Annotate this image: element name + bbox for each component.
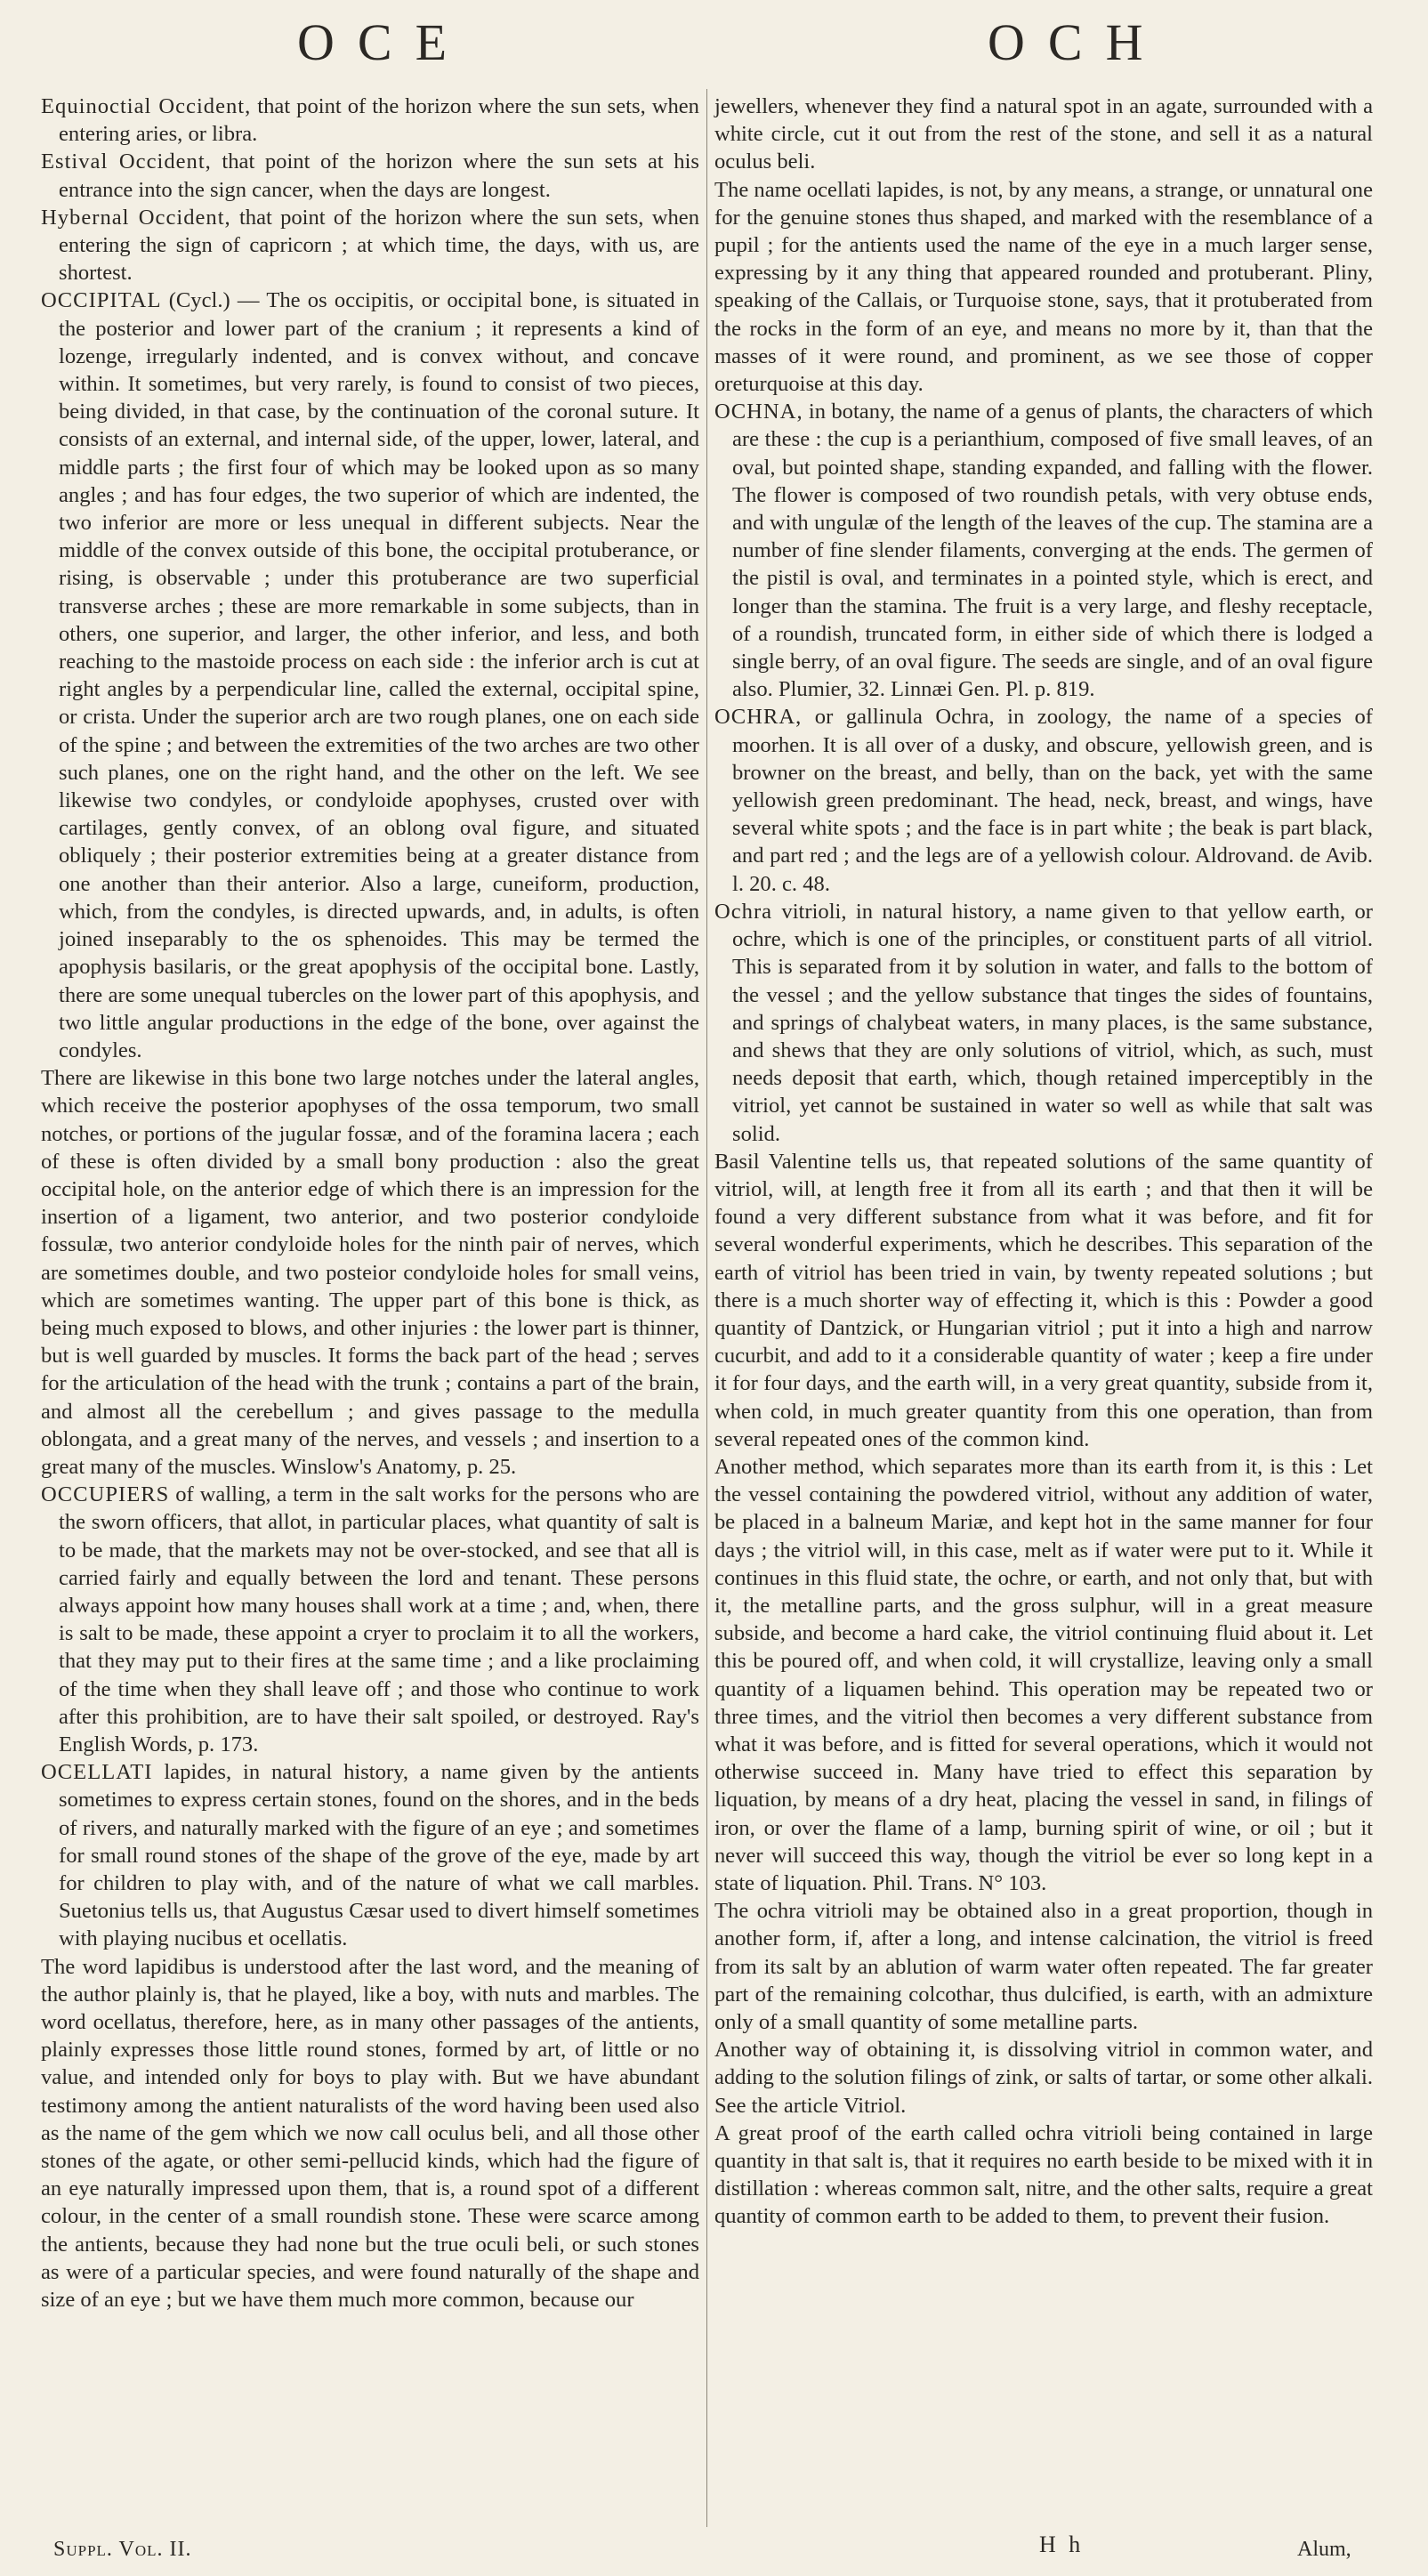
- entry-paragraph: The word lapidibus is understood after the last word, and the meaning of the author plainly is, that he played, like a boy, with nuts and marbles. The word ocellatus, therefore, here, as in many other passages of the antients, plainly expresses those little round stones, formed by art, of little or no value, and intended only for boys to play with. But we have abundant testimony among the antient naturalists of the word having been used also as the name of the gem which we now call oculus beli, and all those other stones of the agate, or other semi-pellucid kinds, which had the figure of an eye naturally impressed upon them, that is, a round spot of a different colour, in the center of a small roundish stone. These were scarce among the antients, because they had none but the true oculi beli, or such stones as were of a particular species, and were found naturally of the shape and size of an eye ; but we have them much more common, because our: [41, 1954, 699, 2313]
- catchword: Alum,: [1297, 2538, 1351, 2561]
- right-column: [714, 93, 1373, 2231]
- running-head-right: OCH: [988, 13, 1166, 71]
- dictionary-entry: [41, 1481, 699, 1758]
- entry-headword: OCCUPIERS: [41, 1482, 170, 1507]
- entry-paragraph: A great proof of the earth called ochra vitrioli being contained in large quantity in that salt is, that it requires no earth beside to be mixed with it in distillation : whereas common salt, nitre, and the other salts, require a great quantity of common earth to be added to them, to prevent their fusion.: [714, 2120, 1373, 2229]
- entry-headword: OCELLATI: [41, 1760, 153, 1785]
- entry-headword: Ochra: [714, 899, 773, 924]
- column-divider: [706, 89, 707, 2527]
- entry-text: in botany, the name of a genus of plants, the characters of which are these : the cup is a perianthium, composed of five small leaves, of an oval, but pointed shape, standing expanded, and falling with the flower. The flower is composed of two roundish petals, with very obtuse ends, and with ungulæ of the length of the leaves of the cup. The stamina are a number of fine slender filaments, converging at the ends. The germen of the pistil is oval, and terminates in a pointed style, which is erect, and longer than the stamina. The fruit is a very large, and fleshy receptacle, of a roundish, truncated form, in either side of which there is lodged a single berry, of an oval figure. The seeds are single, and of an oval figure also. Plumier, 32. Linnæi Gen. Pl. p. 819.: [732, 400, 1373, 702]
- entry-headword: Estival Occident,: [41, 149, 212, 174]
- entry-paragraph: Basil Valentine tells us, that repeated solutions of the same quantity of vitriol, will, at length free it from all its earth ; and that then it will be found a very different substance from what it was before, and fit for several wonderful experiments, which he describes. This separation of the earth of vitriol has been tried in vain, by twenty repeated solutions ; but there is a much shorter way of effecting it, which is this : Powder a good quantity of Dantzick, or Hungarian vitriol ; put it into a high and narrow cucurbit, and add to it a considerable quantity of water ; keep a fire under it for four days, and the earth will, in a very great quantity, subside from it, when cold, in much greater quantity from this one operation, than from several repeated ones of the common kind.: [714, 1149, 1373, 1451]
- entry-headword: Equinoctial Occident,: [41, 94, 252, 118]
- entry-headword: OCHNA,: [714, 400, 803, 424]
- dictionary-entry: [41, 287, 699, 1064]
- entry-headword: Hybernal Occident,: [41, 205, 231, 230]
- dictionary-entry: [41, 148, 699, 203]
- dictionary-entry: [714, 898, 1373, 1148]
- entry-headword: OCHRA,: [714, 705, 803, 730]
- dictionary-entry: [41, 204, 699, 287]
- entry-text: vitrioli, in natural history, a name given to that yellow earth, or ochre, which is one of the principles, or constituent parts of all vitriol. This is separated from it by solution in water, and falls to the bottom of the vessel ; and the yellow substance that tinges the sides of fountains, and springs of chalybeat waters, in many places, is the same substance, and shews that they are only solutions of vitriol, which, as such, must needs deposit that earth, which, though retained imperceptibly in the vitriol, yet cannot be sustained in water so well as while that salt was solid.: [732, 899, 1373, 1146]
- entry-text: of walling, a term in the salt works for the persons who are the sworn officers, that allot, in particular places, what quantity of salt is to be made, that the markets may not be over-stocked, and see that all is carried fairly and equally between the lord and tenant. These persons always appoint how many houses shall work at a time ; and, when, there is salt to be made, these appoint a cryer to proclaim it to all the workers, that they may put to their fires at the same time ; and a like proclaiming of the time when they shall leave off ; and those who continue to work after this prohibition, are to have their salt spoiled, or destroyed. Ray's English Words, p. 173.: [59, 1482, 699, 1756]
- dictionary-entry: [41, 1758, 699, 1952]
- dictionary-entry: [714, 398, 1373, 703]
- entry-text: that point of the horizon where the sun sets at his entrance into the sign cancer, when the days are longest.: [59, 149, 699, 202]
- running-head-left: OCE: [297, 13, 470, 71]
- entry-paragraph: jewellers, whenever they find a natural spot in an agate, surrounded with a white circle, cut it out from the rest of the stone, and sell it as a natural oculus beli.: [714, 94, 1373, 174]
- entry-paragraph: There are likewise in this bone two large notches under the lateral angles, which receive the posterior apophyses of the ossa temporum, two small notches, or portions of the jugular fossæ, and of the foramina lacera ; each of these is often divided by a small bony production : also the great occipital hole, on the anterior edge of which there is an impression for the insertion of a ligament, two anterior, and two posterior condyloide fossulæ, two anterior condyloide holes for the ninth pair of nerves, which are sometimes double, and two posteior condyloide holes for small veins, which are sometimes wanting. The upper part of this bone is thick, as being much exposed to blows, and other injuries : the lower part is thinner, but is well guarded by muscles. It forms the back part of the head ; serves for the articulation of the head with the trunk ; contains a part of the brain, and almost all the cerebellum ; and gives passage to the medulla oblongata, and a great many of the nerves, and vessels ; and insertion to a great many of the muscles. Winslow's Anatomy, p. 25.: [41, 1066, 699, 1479]
- signature-line: Suppl. Vol. II.: [53, 2538, 192, 2561]
- entry-text: lapides, in natural history, a name given by the antients sometimes to express certain stones, found on the shores, and in the beds of rivers, and naturally marked with the figure of an eye ; and sometimes for small round stones of the shape of the grove of the eye, made by art for children to play with, and of the nature of what we call marbles. Suetonius tells us, that Augustus Cæsar used to divert himself sometimes with playing nucibus et ocellatis.: [59, 1760, 699, 1951]
- entry-text: that point of the horizon where the sun sets, when entering the sign of capricorn ; at which time, the days, with us, are shortest.: [59, 205, 699, 286]
- entry-paragraph: Another way of obtaining it, is dissolving vitriol in common water, and adding to the solution filings of zink, or salts of tartar, or some other alkali. See the article Vitriol.: [714, 2038, 1373, 2118]
- entry-paragraph: The name ocellati lapides, is not, by any means, a strange, or unnatural one for the genuine stones thus shaped, and marked with the resemblance of a pupil ; for the antients used the name of the eye in a much larger sense, expressing by it any thing that appeared rounded and protuberant. Pliny, speaking of the Callais, or Turquoise stone, says, that it protuberated from the rocks in the form of an eye, and means no more by it, than that the masses of it were round, and prominent, as we see those of copper oreturquoise at this day.: [714, 177, 1373, 397]
- entry-headword: OCCIPITAL: [41, 288, 162, 313]
- dictionary-entry: [714, 703, 1373, 897]
- entry-paragraph: The ochra vitrioli may be obtained also in a great proportion, though in another form, if, after a long, and intense calcination, the vitriol is freed from its salt by an ablution of warm water often repeated. The far greater part of the remaining colcothar, thus dulcified, is earth, with an admixture only of a small quantity of some metalline parts.: [714, 1899, 1373, 2035]
- left-column: [41, 93, 699, 2314]
- entry-paragraph: Another method, which separates more than its earth from it, is this : Let the vessel containing the powdered vitriol, without any addition of water, be placed in a balneum Mariæ, and kept hot in the same manner for four days ; the vitriol will, in this case, melt as if water were put to it. While it continues in this fluid state, the ochre, or earth, and not only that, but with it, the metalline parts, and the gross sulphur, will in a great measure subside, and become a hard cake, the vitriol continuing fluid about it. Let this be poured off, and when cold, it will crystallize, leaving only a small quantity of a liquamen behind. This operation may be repeated two or three times, and the vitriol then becomes a very different substance from what it was before, and is fitted for several operations, which it would not otherwise succeed in. Many have tried to effect this separation by liquation, by means of a dry heat, placing the vessel in sand, in filings of iron, or over the flame of a lamp, burning spirit of wine, or oil ; but it never will succeed this way, though the vitriol be ever so long kept in a state of liquation. Phil. Trans. N° 103.: [714, 1454, 1373, 1895]
- dictionary-entry: [41, 93, 699, 148]
- entry-text: or gallinula Ochra, in zoology, the name of a species of moorhen. It is all over of a dusky, and obscure, yellowish green, and is browner on the breast, and belly, than on the back, yet with the same yellowish green predominant. The head, neck, breast, and wings, have several white spots ; and the face is in part white ; the beak is part black, and part red ; and the legs are of a yellowish colour. Aldrovand. de Avib. l. 20. c. 48.: [732, 705, 1373, 896]
- signature-mark: H h: [1039, 2532, 1085, 2557]
- entry-text: that point of the horizon where the sun sets, when entering aries, or libra.: [59, 94, 699, 147]
- entry-text: (Cycl.) — The os occipitis, or occipital bone, is situated in the posterior and lower part of the cranium ; it represents a kind of lozenge, irregularly indented, and is convex without, and concave within. It sometimes, but very rarely, is found to consist of two pieces, being divided, in that case, by the continuation of the coronal suture. It consists of an external, and internal side, of the upper, lower, lateral, and middle parts ; the first four of which may be looked upon as so many angles ; and has four edges, the two superior of which are indented, the two inferior are more or less unequal in different subjects. Near the middle of the convex outside of this bone, the occipital protuberance, or rising, is observable ; under this protuberance are two superficial transverse arches ; these are more remarkable in some subjects, than in others, one superior, and larger, the other inferior, and less, and both reaching to the mastoide process on each side : the inferior arch is cut at right angles by a perpendicular line, called the external, occipital spine, or crista. Under the superior arch are two rough planes, one on each side of the spine ; and between the extremities of the two arches are two other such planes, one on the right hand, and the other on the left. We see likewise two condyles, or condyloide apophyses, crusted over with cartilages, gently convex, of an oblong oval figure, and situated obliquely ; their posterior extremities being at a greater distance from one another than their anterior. Also a large, cuneiform, production, which, from the condyles, is directed upwards, and, in adults, is often joined inseparably to the os sphenoides. This may be termed the apophysis basilaris, or the great apophysis of the occipital bone. Lastly, there are some unequal tubercles on the lower part of this apophysis, and two little angular productions in the edge of the bone, over against the condyles.: [59, 288, 699, 1062]
